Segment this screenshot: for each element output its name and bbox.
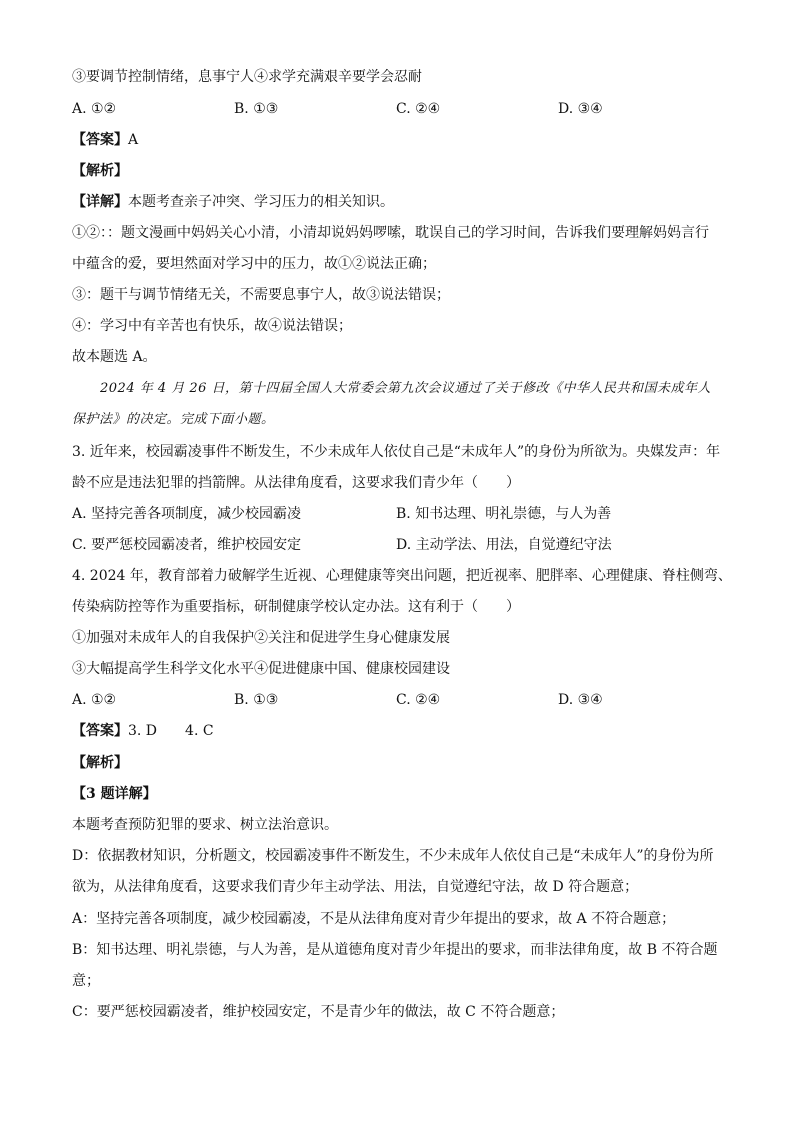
detail-tag: 【详解】 [72,194,128,210]
q2-choice-d: D. ③④ [558,101,603,117]
material-line-2: 保护法》的决定。完成下面小题。 [72,412,275,427]
q4-choice-b: B. ①③ [234,692,279,708]
q2-choice-c: C. ②④ [396,101,441,117]
q2-option-line-2: ③要调节控制情绪，息事宁人④求学充满艰辛要学会忍耐 [72,69,422,85]
q2-answer [72,131,138,149]
q34-answer [72,722,214,740]
q4-option-line-1: ①加强对未成年人的自我保护②关注和促进学生身心健康发展 [72,630,450,646]
q3-option-b: B. 知书达理、明礼崇德，与人为善 [396,506,612,522]
q3-detail-tag: 【3 题详解】 [72,786,157,802]
answer-tag: 【答案】 [72,723,128,739]
q3-explain-b-a: B：知书达理、明礼崇德，与人为善，是从道德角度对青少年提出的要求，而非法律角度，故 B 不符合题 [72,942,718,958]
q2-choice-a: A. ①② [72,101,117,117]
q2-analysis-tag: 【解析】 [72,163,128,179]
q2-explanation-3: ④：学习中有辛苦也有快乐，故④说法错误； [72,318,352,334]
q4-choice-c: C. ②④ [396,692,441,708]
q2-choice-b: B. ①③ [234,101,279,117]
q4-choice-d: D. ③④ [558,692,603,708]
q2-explanation-1b: 中蕴含的爱，要坦然面对学习中的压力，故①②说法正确； [72,256,436,272]
q3-explain-b-b: 意； [72,973,100,989]
q2-explanation-2: ③：题干与调节情绪无关，不需要息事宁人，故③说法错误； [72,287,450,303]
q3-explain-d-b: 欲为，从法律角度看，这要求我们青少年主动学法、用法，自觉遵纪守法，故 D 符合题意； [72,879,639,895]
q2-conclusion: 故本题选 A。 [72,349,157,365]
detail-text: 本题考查亲子冲突、学习压力的相关知识。 [128,194,394,210]
q2-detail [72,193,394,211]
q3-stem-a: 3. 近年来，校园霸凌事件不断发生，不少未成年人依仗自己是“未成年人”的身份为所欲为。央媒发声：年 [72,444,721,460]
q3-option-c: C. 要严惩校园霸凌者，维护校园安定 [72,537,302,553]
q4-stem-b: 传染病防控等作为重要指标，研制健康学校认定办法。这有利于（ ） [72,599,520,615]
q3-explain-c: C：要严惩校园霸凌者，维护校园安定，不是青少年的做法，故 C 不符合题意； [72,1004,565,1020]
q4-stem-a: 4. 2024 年，教育部着力破解学生近视、心理健康等突出问题，把近视率、肥胖率、心理健康、脊柱侧弯、 [72,568,732,584]
answer-value: 3. D 4. C [128,723,214,739]
q4-option-line-2: ③大幅提高学生科学文化水平④促进健康中国、健康校园建设 [72,661,450,677]
q3-option-a: A. 坚持完善各项制度，减少校园霸凌 [72,506,302,522]
q3-stem-b: 龄不应是违法犯罪的挡箭牌。从法律角度看，这要求我们青少年（ ） [72,475,520,491]
q4-choice-a: A. ①② [72,692,117,708]
q34-analysis-tag: 【解析】 [72,755,128,771]
q3-explain-a: A：坚持完善各项制度，减少校园霸凌，不是从法律角度对青少年提出的要求，故 A 不符合题意； [72,911,676,927]
q3-detail-intro: 本题考查预防犯罪的要求、树立法治意识。 [72,817,338,833]
q3-explain-d-a: D：依据教材知识，分析题文，校园霸凌事件不断发生，不少未成年人依仗自己是“未成年人”的身份为所 [72,848,714,864]
answer-value: A [128,132,139,148]
q2-explanation-1a: ①②：：题文漫画中妈妈关心小清，小清却说妈妈啰嗦，耽误自己的学习时间，告诉我们要理解妈妈言行 [72,225,709,241]
answer-tag: 【答案】 [72,132,128,148]
material-line-1: 2024 年 4 月 26 日，第十四届全国人大常委会第九次会议通过了关于修改《中华人民共和国未成年人 [100,381,712,396]
q3-option-d: D. 主动学法、用法，自觉遵纪守法 [396,537,612,553]
